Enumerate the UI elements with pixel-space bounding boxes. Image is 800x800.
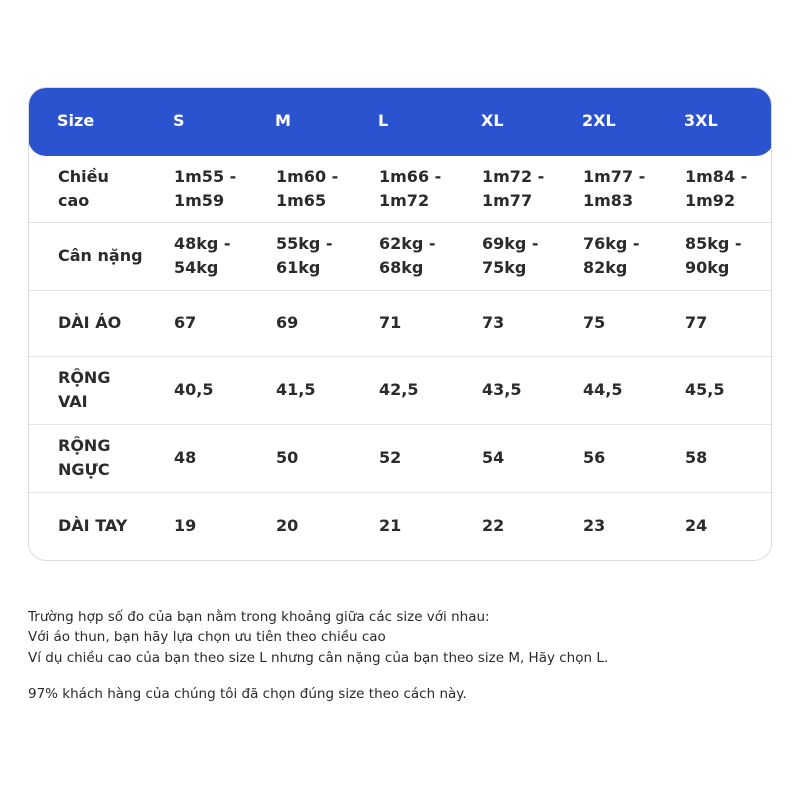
row-label-line: DÀI ÁO	[58, 313, 122, 332]
row-label	[58, 165, 109, 213]
row-label	[58, 311, 121, 335]
cell-line: 52	[379, 448, 402, 467]
row-label-line: Cân nặng	[58, 246, 143, 265]
header-size: Size	[57, 111, 95, 130]
table-cell	[379, 311, 401, 335]
table-cell	[276, 378, 315, 402]
cell-line: 23	[583, 516, 606, 535]
cell-line: 1m60 -	[276, 166, 339, 186]
table-cell	[583, 446, 605, 470]
cell-line: 71	[379, 313, 402, 332]
cell-line: 1m66 -	[379, 166, 442, 186]
table-cell	[276, 165, 338, 213]
cell-line: 44,5	[583, 380, 623, 399]
cell-line: 67	[174, 313, 197, 332]
header-s: S	[173, 111, 185, 130]
cell-line: 69kg -	[482, 234, 539, 253]
cell-line: 43,5	[482, 380, 522, 399]
cell-line: 68kg	[379, 258, 424, 277]
table-cell	[482, 232, 539, 280]
table-cell	[685, 514, 707, 538]
header-2xl: 2XL	[582, 111, 616, 130]
row-label-line: DÀI TAY	[58, 516, 128, 535]
row-rong-vai	[29, 356, 771, 425]
cell-line: 85kg -	[685, 234, 742, 253]
cell-line: 1m72	[379, 190, 430, 210]
cell-line: 73	[482, 313, 505, 332]
table-cell	[174, 165, 236, 213]
table-cell	[276, 446, 298, 470]
table-cell	[583, 378, 622, 402]
cell-line: 1m72 -	[482, 166, 545, 186]
cell-line: 69	[276, 313, 299, 332]
cell-line: 48kg -	[174, 234, 231, 253]
cell-line: 42,5	[379, 380, 419, 399]
row-can-nang	[29, 222, 771, 291]
header-l: L	[378, 111, 389, 130]
cell-line: 54	[482, 448, 505, 467]
table-cell	[482, 165, 544, 213]
cell-line: 76kg -	[583, 234, 640, 253]
row-label-line: RỘNG	[58, 436, 111, 455]
table-cell	[174, 378, 213, 402]
row-label-line: NGỰC	[58, 460, 110, 479]
table-cell	[174, 232, 231, 280]
cell-line: 24	[685, 516, 708, 535]
cell-line: 1m65	[276, 190, 327, 210]
cell-line: 45,5	[685, 380, 725, 399]
table-cell	[174, 311, 196, 335]
note-line-1: Trường hợp số đo của bạn nằm trong khoảng giữa các size với nhau:	[28, 609, 490, 625]
table-cell	[379, 514, 401, 538]
cell-line: 1m77	[482, 190, 533, 210]
cell-line: 48	[174, 448, 197, 467]
cell-line: 61kg	[276, 258, 321, 277]
cell-line: 75	[583, 313, 606, 332]
row-label	[58, 244, 143, 268]
table-cell	[482, 446, 504, 470]
table-cell	[685, 165, 747, 213]
note-line-4: 97% khách hàng của chúng tôi đã chọn đúng size theo cách này.	[28, 686, 467, 702]
table-cell	[583, 165, 645, 213]
row-label-line: Chiều	[58, 166, 109, 186]
row-label	[58, 366, 110, 414]
table-cell	[685, 446, 707, 470]
cell-line: 19	[174, 516, 197, 535]
cell-line: 22	[482, 516, 505, 535]
table-cell	[379, 446, 401, 470]
row-label-line: cao	[58, 190, 90, 210]
cell-line: 50	[276, 448, 299, 467]
table-cell	[379, 378, 418, 402]
row-label	[58, 434, 110, 482]
row-label-line: RỘNG	[58, 368, 111, 387]
header-3xl: 3XL	[684, 111, 718, 130]
cell-line: 54kg	[174, 258, 219, 277]
row-dai-tay	[29, 492, 771, 560]
header-xl: XL	[481, 111, 504, 130]
note-line-2: Với áo thun, bạn hãy lựa chọn ưu tiên theo chiều cao	[28, 629, 386, 645]
table-cell	[685, 232, 742, 280]
table-cell	[379, 165, 441, 213]
table-cell	[583, 232, 640, 280]
table-cell	[583, 514, 605, 538]
table-cell	[276, 311, 298, 335]
cell-line: 1m59	[174, 190, 225, 210]
row-chieu-cao	[29, 155, 771, 223]
table-cell	[482, 514, 504, 538]
table-cell	[174, 446, 196, 470]
cell-line: 55kg -	[276, 234, 333, 253]
note-line-3: Ví dụ chiều cao của bạn theo size L nhưng cân nặng của bạn theo size M, Hãy chọn L.	[28, 650, 609, 666]
cell-line: 58	[685, 448, 708, 467]
row-label	[58, 514, 127, 538]
cell-line: 1m84 -	[685, 166, 748, 186]
table-header	[28, 87, 772, 156]
cell-line: 21	[379, 516, 402, 535]
table-cell	[482, 378, 521, 402]
cell-line: 75kg	[482, 258, 527, 277]
row-dai-ao	[29, 290, 771, 357]
cell-line: 1m55 -	[174, 166, 237, 186]
cell-line: 62kg -	[379, 234, 436, 253]
row-rong-nguc	[29, 424, 771, 493]
cell-line: 41,5	[276, 380, 316, 399]
table-cell	[276, 232, 333, 280]
cell-line: 1m77 -	[583, 166, 646, 186]
row-label-line: VAI	[58, 392, 88, 411]
cell-line: 40,5	[174, 380, 214, 399]
size-chart-table	[28, 87, 772, 561]
cell-line: 1m83	[583, 190, 634, 210]
cell-line: 56	[583, 448, 606, 467]
table-cell	[276, 514, 298, 538]
header-m: M	[275, 111, 291, 130]
cell-line: 90kg	[685, 258, 730, 277]
table-cell	[583, 311, 605, 335]
table-cell	[482, 311, 504, 335]
cell-line: 82kg	[583, 258, 628, 277]
cell-line: 77	[685, 313, 708, 332]
cell-line: 1m92	[685, 190, 736, 210]
cell-line: 20	[276, 516, 299, 535]
table-cell	[685, 378, 724, 402]
table-cell	[379, 232, 436, 280]
table-cell	[174, 514, 196, 538]
table-cell	[685, 311, 707, 335]
